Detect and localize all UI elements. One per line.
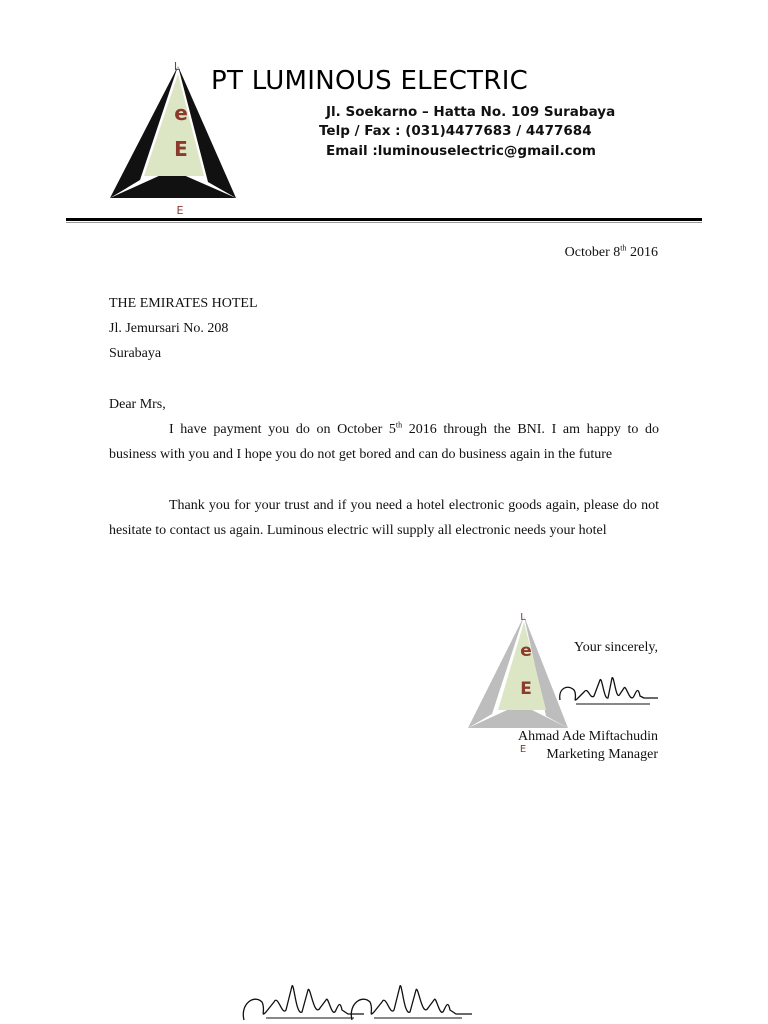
- stamp-letter-2: e: [520, 641, 532, 661]
- letter-date: October 8th 2016: [564, 243, 658, 260]
- logo-letter-2: e: [174, 101, 188, 125]
- company-email: Email :luminouselectric@gmail.com: [326, 143, 596, 159]
- footer-signature-2: [344, 980, 476, 1024]
- handwritten-signature: [554, 670, 662, 716]
- letterhead-divider: [66, 218, 702, 221]
- company-phone: Telp / Fax : (031)4477683 / 4477684: [319, 123, 592, 139]
- body-paragraph-1: I have payment you do on October 5th 2016 through the BNI. I am happy to do business with you and I hope you do not get bored and can do business again in the future: [109, 420, 660, 463]
- recipient-street: Jl. Jemursari No. 208: [109, 321, 229, 336]
- recipient-name: THE EMIRATES HOTEL: [109, 296, 258, 311]
- sign-off: Your sincerely,: [574, 640, 658, 655]
- logo-letter-4: E: [176, 204, 184, 217]
- salutation: Dear Mrs,: [109, 397, 166, 412]
- recipient-city: Surabaya: [109, 346, 162, 361]
- company-address: Jl. Soekarno – Hatta No. 109 Surabaya: [326, 104, 616, 120]
- stamp-letter-4: E: [519, 744, 527, 755]
- letterhead-divider-shadow: [66, 222, 702, 223]
- body-paragraph-2: Thank you for your trust and if you need a hotel electronic goods again, please do not hesitate to contact us again. Luminous electric will supply all electronic needs your hotel: [109, 498, 659, 539]
- signer-name: Ahmad Ade Miftachudin: [518, 729, 658, 744]
- logo-letter-1: L: [173, 60, 181, 73]
- stamp-letter-1: L: [520, 612, 526, 623]
- stamp-letter-3: E: [520, 679, 532, 699]
- logo-letter-3: E: [174, 137, 188, 161]
- signer-title: Marketing Manager: [546, 747, 658, 762]
- company-name: PT LUMINOUS ELECTRIC: [211, 66, 529, 96]
